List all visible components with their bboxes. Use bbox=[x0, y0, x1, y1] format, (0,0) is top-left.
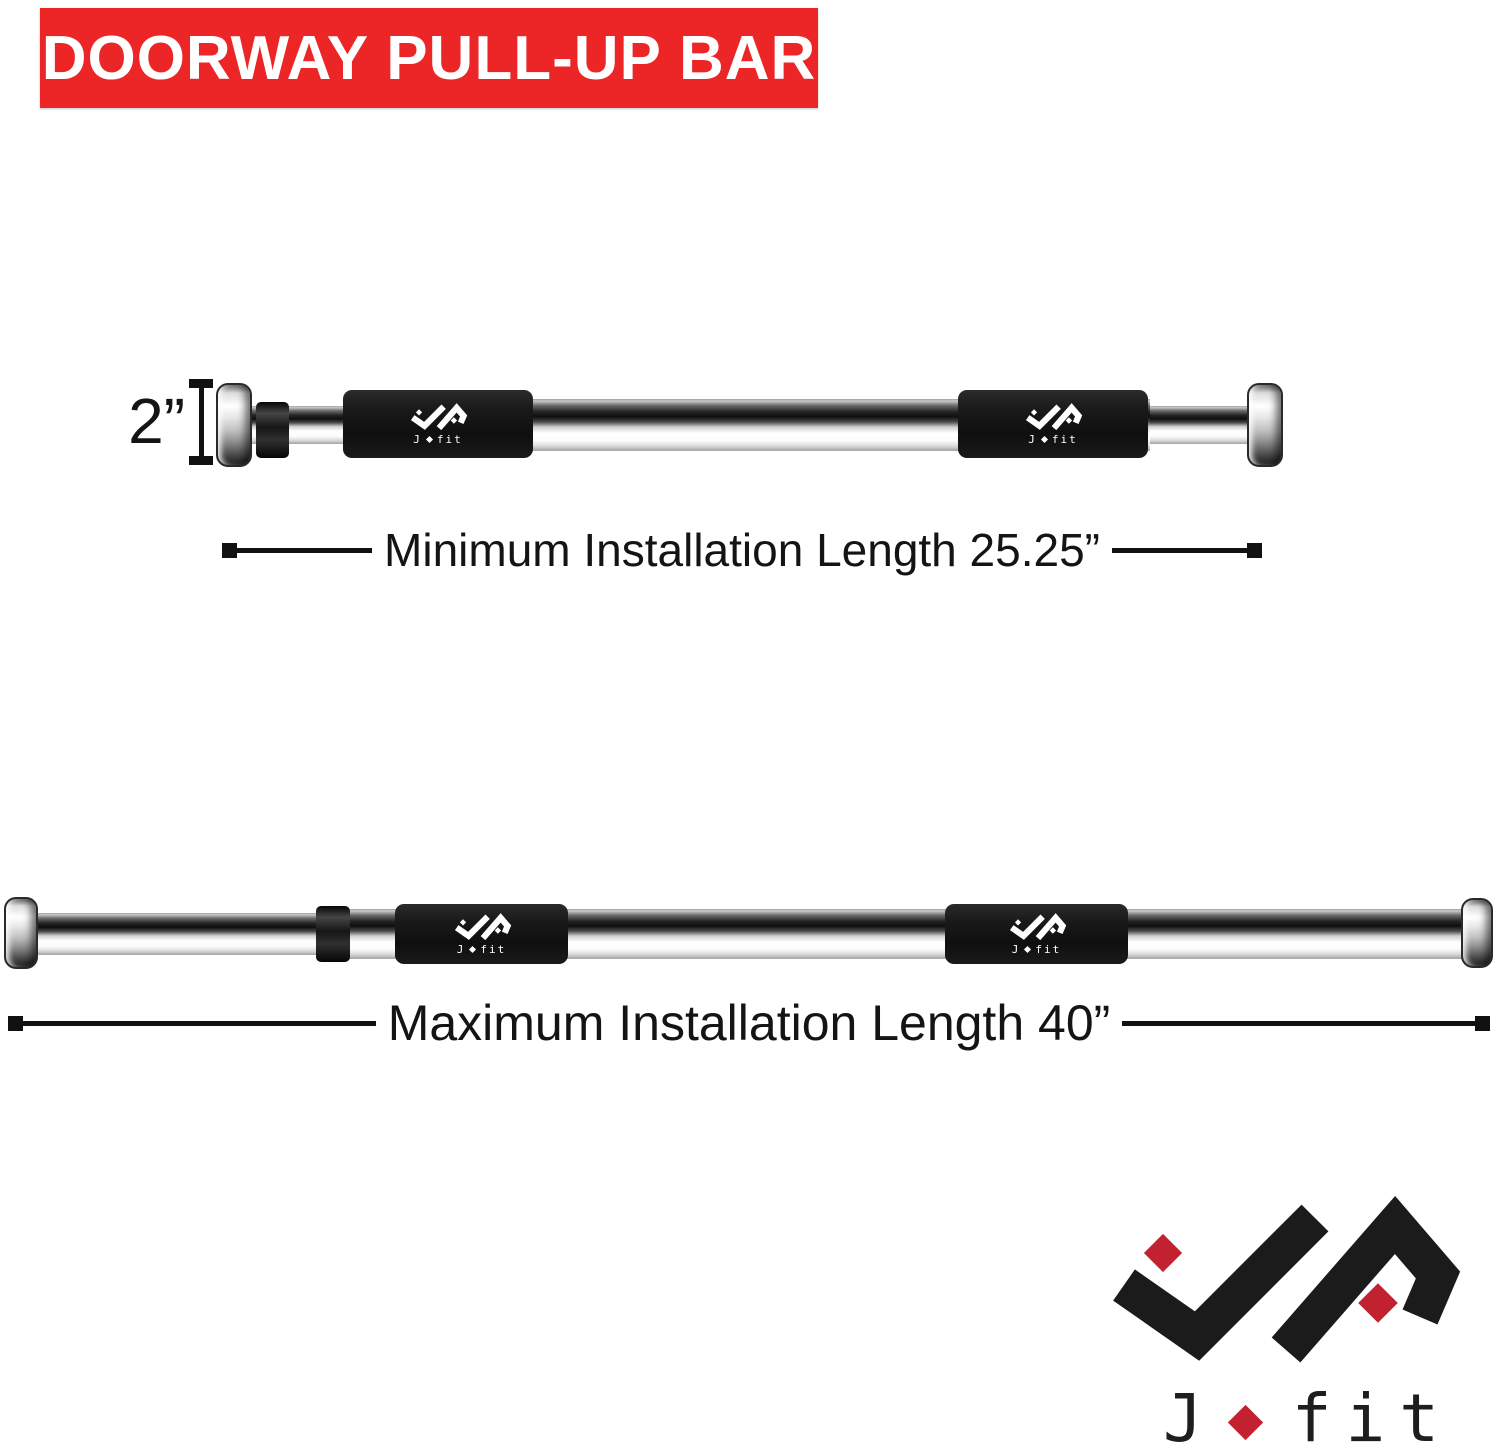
grip-wordmark bbox=[457, 944, 507, 955]
max-length-annotation bbox=[8, 990, 1490, 1056]
grip-wordmark-fit: fit bbox=[1035, 943, 1062, 956]
jfit-mark-icon bbox=[1006, 913, 1068, 943]
diamond-separator-icon bbox=[426, 436, 433, 443]
jfit-mark-icon bbox=[451, 913, 513, 943]
grip-wordmark-j: J bbox=[1028, 433, 1037, 446]
door-frame-cap-right bbox=[1461, 898, 1493, 968]
dimension-line bbox=[1122, 1021, 1475, 1026]
door-frame-cap-left bbox=[4, 897, 38, 969]
dimension-line bbox=[1112, 548, 1247, 553]
dimension-tick bbox=[189, 456, 213, 465]
brand-wordmark bbox=[1163, 1380, 1453, 1450]
foam-grip-right bbox=[945, 904, 1128, 964]
banner-title: DOORWAY PULL-UP BAR bbox=[41, 23, 817, 93]
door-frame-cap-left bbox=[216, 383, 252, 467]
grip-wordmark bbox=[1012, 944, 1062, 955]
foam-grip-left bbox=[395, 904, 568, 964]
grip-wordmark-j: J bbox=[456, 943, 466, 956]
door-frame-cap-right bbox=[1247, 383, 1283, 467]
brand-wordmark-fit: fit bbox=[1291, 1380, 1453, 1450]
grip-wordmark-fit: fit bbox=[1051, 433, 1078, 446]
title-banner bbox=[40, 8, 818, 108]
dimension-line bbox=[199, 384, 204, 460]
grip-wordmark bbox=[1028, 434, 1078, 445]
dimension-tick bbox=[1475, 1016, 1490, 1031]
brand-wordmark-j: J bbox=[1163, 1380, 1203, 1450]
grip-wordmark-fit: fit bbox=[436, 433, 463, 446]
grip-wordmark-j: J bbox=[1011, 943, 1021, 956]
adjustment-collar bbox=[256, 402, 289, 458]
diamond-separator-icon bbox=[1041, 436, 1048, 443]
max-length-label: Maximum Installation Length 40” bbox=[387, 995, 1111, 1051]
jfit-mark-icon bbox=[1022, 403, 1084, 433]
dimension-line bbox=[237, 548, 372, 553]
dimension-line bbox=[23, 1021, 376, 1026]
dimension-tick bbox=[1247, 543, 1262, 558]
grip-wordmark-fit: fit bbox=[480, 943, 507, 956]
dimension-tick bbox=[8, 1016, 23, 1031]
jfit-mark-icon bbox=[1090, 1195, 1470, 1380]
foam-grip-right bbox=[958, 390, 1148, 458]
jfit-mark-icon bbox=[407, 403, 469, 433]
diamond-separator-icon bbox=[1024, 946, 1031, 953]
dimension-tick bbox=[222, 543, 237, 558]
min-length-annotation bbox=[222, 518, 1262, 582]
min-length-label: Minimum Installation Length 25.25” bbox=[384, 524, 1100, 576]
diamond-separator-icon bbox=[469, 946, 476, 953]
grip-wordmark-j: J bbox=[413, 433, 422, 446]
cap-diameter-label: 2” bbox=[128, 385, 185, 457]
diamond-separator-icon bbox=[1228, 1405, 1263, 1440]
foam-grip-left bbox=[343, 390, 533, 458]
adjustment-collar bbox=[316, 906, 350, 962]
grip-wordmark bbox=[413, 434, 463, 445]
